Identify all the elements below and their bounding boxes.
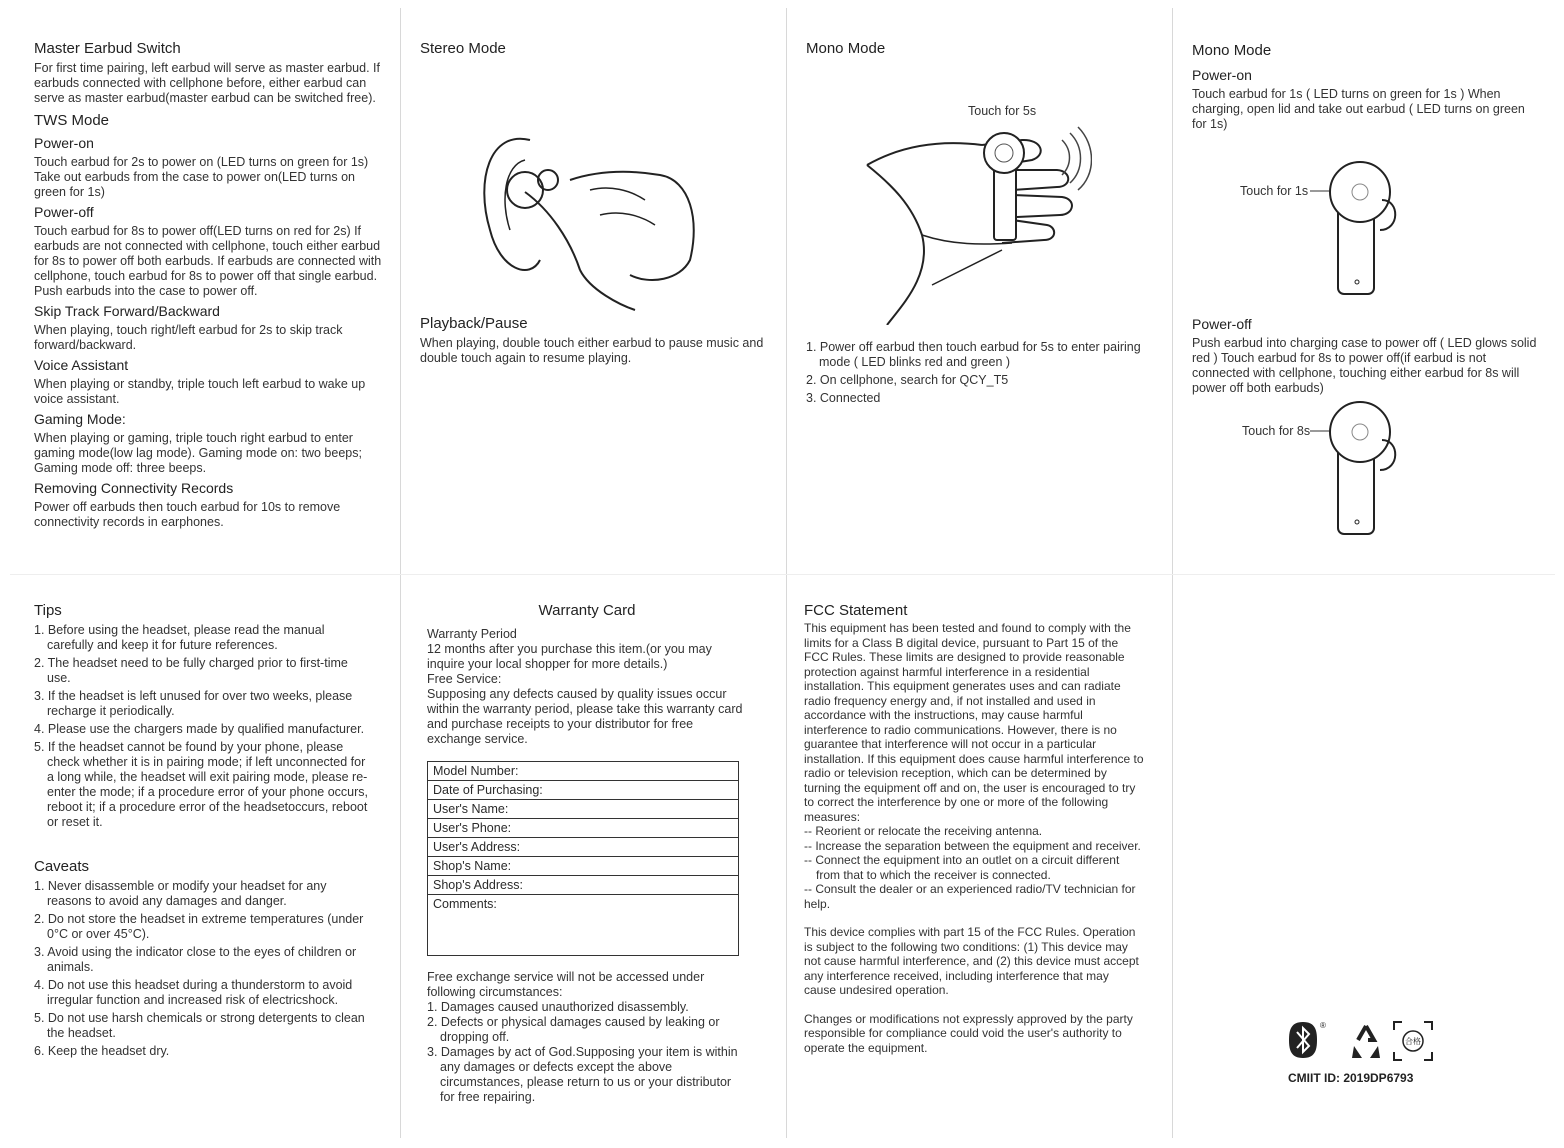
mono-poweroff-text: Push earbud into charging case to power off ( LED glows solid red ) Touch earbud for 8s to power off(if earbud is not connected with cellphone, touching either earbud for 8s will power off both earbuds) [1192,336,1537,395]
ear-touch-illustration [470,120,710,320]
panel-playback [420,305,770,366]
mono-title-2: Mono Mode [1192,42,1272,59]
panel-mono-steps [806,340,1156,409]
panel-warranty [427,592,747,1105]
panel-earbud-controls [34,30,384,530]
panel-mono-power [1192,32,1537,132]
user-phone-field: User's Phone: [428,819,739,838]
fcc-measure: -- Connect the equipment into an outlet on a circuit different from that to which the receiver is connected. [804,853,1120,882]
recycle-icon [1352,1026,1380,1058]
shop-address-field: Shop's Address: [428,876,739,895]
free-service-text: Supposing any defects caused by quality issues occur within the warranty period, please take this warranty card and purchase receipts to your distributor for free exchange service. [427,687,743,746]
tws-poweroff-text: Touch earbud for 8s to power off(LED turns on red for 2s) If earbuds are not connected with cellphone, touch either earbud for 8s to power off both earbuds. If earbuds are connected with cellphone, touch earbud for 8s to power off that single earbud. Push earbuds into the case to power off. [34,224,382,298]
mono-poweron-title: Power-on [1192,67,1252,83]
mono-poweron-text: Touch earbud for 1s ( LED turns on green for 1s ) When charging, open lid and take out earbud ( LED turns on green for 1s) [1192,87,1525,131]
list-item: 3. Avoid using the indicator close to the eyes of children or animals. [34,945,357,974]
skip-track-text: When playing, touch right/left earbud for 2s to skip track forward/backward. [34,323,343,352]
exclusions-intro: Free exchange service will not be accessed under following circumstances: [427,970,705,999]
caveats-title: Caveats [34,858,90,875]
master-earbud-text: For first time pairing, left earbud will serve as master earbud. If earbuds connected with cellphone before, either earbud can serve as master earbud(master earbud can be switched free). [34,61,380,105]
fcc-title: FCC Statement [804,602,908,619]
bluetooth-icon [1289,1022,1317,1058]
list-item: 5. If the headset cannot be found by your phone, please check whether it is in pairing mode; if left unconnected for a long while, the headset will exit pairing mode, please re-enter the mode; if a procedure error of your phone occurs, reboot it; if a procedure error of the headsetoccurs, reboot or reset it. [34,740,369,829]
list-item: 2. Do not store the headset in extreme temperatures (under 0°C or over 45°C). [34,912,364,941]
panel-tips [34,592,374,1062]
panel-fcc [804,592,1144,1055]
fcc-para-1: This equipment has been tested and found to comply with the limits for a Class B digital device, pursuant to Part 15 of the FCC Rules. These limits are designed to provide reasonable protection against harmful interference in a residential installation. This equipment generates uses and can radiate radio frequency energy and, if not installed and used in accordance with the instructions, may cause harmful interference to radio communications. However, there is no guarantee that interference will not occur in a particular installation. If this equipment does cause harmful interference to radio or television reception, which can be determined by turning the equipment off and on, the user is encouraged to try to correct the interference by one or more of the following measures: [804,621,1144,824]
list-item: 1. Never disassemble or modify your headset for any reasons to avoid any damages and danger. [34,879,327,908]
list-item: 2. The headset need to be fully charged prior to first-time use. [34,656,348,685]
user-name-field: User's Name: [428,800,739,819]
list-item: 4. Do not use this headset during a thunderstorm to avoid irregular function and increased risk of electricshock. [34,978,353,1007]
mono-mode-title: Mono Mode [806,40,886,57]
fcc-measure: -- Increase the separation between the equipment and receiver. [804,838,1141,853]
voice-assistant-title: Voice Assistant [34,357,129,373]
panel-mono-poweroff [1192,306,1537,396]
fcc-measure: -- Consult the dealer or an experienced radio/TV technician for help. [804,882,1136,911]
user-address-field: User's Address: [428,838,739,857]
list-item: 3. If the headset is left unused for over two weeks, please recharge it periodically. [34,689,353,718]
caveats-list [34,879,374,1059]
tws-poweron-text: Touch earbud for 2s to power on (LED turns on green for 1s) Take out earbuds from the case to power on(LED turns on green for 1s) [34,155,369,199]
free-service-label: Free Service: [427,672,502,686]
fcc-para-3: Changes or modifications not expressly approved by the party responsible for compliance could void the user's authority to operate the equipment. [804,1011,1133,1055]
cert-mark-text: 合格 [1405,1037,1421,1046]
tws-poweroff-title: Power-off [34,204,94,220]
list-item: 2. On cellphone, search for QCY_T5 [806,373,1009,387]
removing-records-text: Power off earbuds then touch earbud for 10s to remove connectivity records in earphones. [34,500,341,529]
purchase-date-field: Date of Purchasing: [428,781,739,800]
panel-stereo-mode [420,30,770,61]
logo-row [1288,1020,1438,1062]
list-item: 1. Before using the headset, please read the manual carefully and keep it for future references. [34,623,325,652]
shop-name-field: Shop's Name: [428,857,739,876]
playback-title: Playback/Pause [420,315,528,332]
registered-mark: ® [1320,1021,1326,1030]
tws-poweron-title: Power-on [34,135,94,151]
certification-logos [1288,1020,1438,1085]
warranty-form-table [427,761,739,956]
list-item: 3. Damages by act of God.Supposing your item is within any damages or defects except the above circumstances, please return to us or your distributor for free repairing. [427,1045,738,1104]
certification-mark-icon [1394,1022,1432,1060]
touch-5s-label: Touch for 5s [968,104,1037,118]
earbud-poweroff-illustration [1310,400,1410,540]
panel-mono-pairing [806,30,1156,61]
gaming-mode-text: When playing or gaming, triple touch right earbud to enter gaming mode(low lag mode). Gaming mode on: two beeps; Gaming mode off: three beeps. [34,431,362,475]
playback-text: When playing, double touch either earbud to pause music and double touch again to resume playing. [420,336,764,365]
list-item: 6. Keep the headset dry. [34,1044,170,1058]
tips-title: Tips [34,602,62,619]
list-item: 4. Please use the chargers made by qualified manufacturer. [34,722,365,736]
gaming-mode-title: Gaming Mode: [34,411,126,427]
list-item: 1. Damages caused unauthorized disassembly. [427,1000,689,1014]
tws-mode-title: TWS Mode [34,112,110,129]
model-number-field: Model Number: [428,762,739,781]
touch-8s-label: Touch for 8s [1242,424,1311,438]
warranty-title: Warranty Card [538,602,636,619]
fcc-measure: -- Reorient or relocate the receiving antenna. [804,824,1043,838]
list-item: 2. Defects or physical damages caused by leaking or dropping off. [427,1015,720,1044]
earbud-poweron-illustration [1310,160,1410,300]
mono-steps-list [806,340,1156,406]
cmiit-id: CMIIT ID: 2019DP6793 [1288,1071,1414,1085]
removing-records-title: Removing Connectivity Records [34,480,234,496]
touch-1s-label: Touch for 1s [1240,184,1309,198]
exclusions-list [427,1000,747,1105]
list-item: 1. Power off earbud then touch earbud for 5s to enter pairing mode ( LED blinks red and green ) [806,340,1141,369]
list-item: 5. Do not use harsh chemicals or strong detergents to clean the headset. [34,1011,365,1040]
skip-track-title: Skip Track Forward/Backward [34,303,220,319]
stereo-mode-title: Stereo Mode [420,40,506,57]
warranty-period-text: 12 months after you purchase this item.(or you may inquire your local shopper for more details.) [427,642,712,671]
tips-list [34,623,374,830]
mono-poweroff-title: Power-off [1192,316,1252,332]
warranty-period-label: Warranty Period [427,627,517,641]
master-earbud-title: Master Earbud Switch [34,40,181,57]
comments-field: Comments: [428,895,739,956]
hand-hold-earbud-illustration [862,125,1092,325]
list-item: 3. Connected [806,391,881,405]
voice-assistant-text: When playing or standby, triple touch left earbud to wake up voice assistant. [34,377,366,406]
fcc-para-2: This device complies with part 15 of the FCC Rules. Operation is subject to the following two conditions: (1) This device may not cause harmful interference, and (2) this device must accept any interference received, including interference that may cause undesired operation. [804,925,1139,997]
